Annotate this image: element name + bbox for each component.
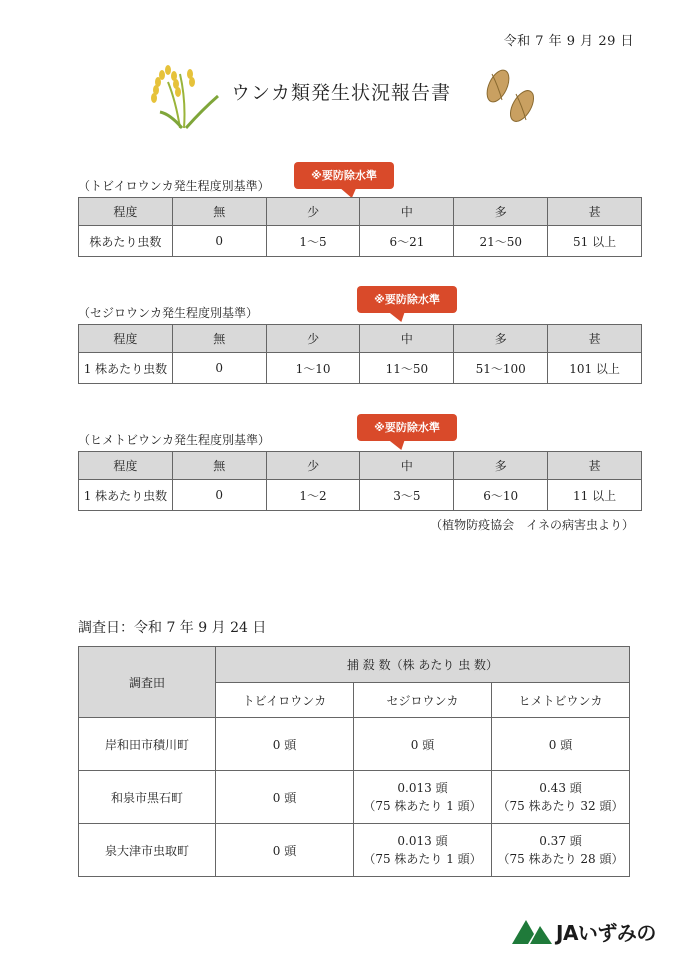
data-cell: 0 — [172, 353, 266, 384]
header-cell: 程度 — [79, 452, 173, 480]
header-cell: 中 — [360, 198, 454, 226]
small-brown-planthopper-criteria-table — [78, 451, 642, 511]
data-cell: 11～50 — [360, 353, 454, 384]
header-cell: 少 — [266, 452, 360, 480]
species-header: ヒメトビウンカ — [492, 683, 630, 718]
data-cell: 101 以上 — [548, 353, 642, 384]
table-caption-small-brown-planthopper: （ヒメトビウンカ発生程度別基準） — [78, 433, 271, 447]
count-value: 0.43 頭 — [539, 781, 582, 795]
header-cell: 程度 — [79, 325, 173, 353]
header-cell: 多 — [454, 325, 548, 353]
field-name: 岸和田市積川町 — [79, 718, 216, 771]
header-cell: 無 — [172, 452, 266, 480]
count-detail: （75 株あたり 1 頭） — [363, 852, 482, 866]
report-date: 令和 7 年 9 月 29 日 — [503, 34, 634, 49]
header-cell: 中 — [360, 325, 454, 353]
document-title: ウンカ類発生状況報告書 — [230, 82, 451, 104]
count-cell — [354, 824, 492, 877]
data-cell: 21～50 — [454, 226, 548, 257]
data-cell: 株あたり虫数 — [79, 226, 173, 257]
count-cell: 0 頭 — [354, 718, 492, 771]
table-row — [79, 824, 630, 877]
count-detail: （75 株あたり 32 頭） — [497, 799, 624, 813]
source-note: （植物防疫協会 イネの病害虫より） — [430, 518, 634, 532]
data-cell: 1～10 — [266, 353, 360, 384]
data-cell: 0 — [172, 226, 266, 257]
data-cell: 3～5 — [360, 480, 454, 511]
data-cell: 6～21 — [360, 226, 454, 257]
data-cell: 51～100 — [454, 353, 548, 384]
control-level-callout: ※要防除水準 — [294, 162, 394, 189]
header-cell: 無 — [172, 325, 266, 353]
data-cell: 51 以上 — [548, 226, 642, 257]
header-cell: 無 — [172, 198, 266, 226]
field-name: 泉大津市虫取町 — [79, 824, 216, 877]
data-cell: 1 株あたり虫数 — [79, 353, 173, 384]
brown-planthopper-criteria-table — [78, 197, 642, 257]
count-value: 0.37 頭 — [539, 834, 582, 848]
count-cell — [354, 771, 492, 824]
count-cell: 0 頭 — [216, 771, 354, 824]
logo-text: JAいずみの — [556, 920, 656, 945]
data-cell: 11 以上 — [548, 480, 642, 511]
ja-mark-icon — [512, 916, 552, 946]
data-cell: 1～2 — [266, 480, 360, 511]
table-row — [79, 771, 630, 824]
count-value: 0.013 頭 — [397, 834, 448, 848]
data-cell: 1 株あたり虫数 — [79, 480, 173, 511]
species-header: セジロウンカ — [354, 683, 492, 718]
header-cell: 甚 — [548, 325, 642, 353]
table-caption-white-backed-planthopper: （セジロウンカ発生程度別基準） — [78, 306, 259, 320]
count-cell: 0 頭 — [492, 718, 630, 771]
header-cell: 甚 — [548, 198, 642, 226]
header-cell: 多 — [454, 452, 548, 480]
capture-count-header: 捕 殺 数（株 あたり 虫 数） — [216, 647, 630, 683]
species-header: トビイロウンカ — [216, 683, 354, 718]
count-value: 0.013 頭 — [397, 781, 448, 795]
table-caption-brown-planthopper: （トビイロウンカ発生程度別基準） — [78, 179, 270, 193]
count-detail: （75 株あたり 28 頭） — [497, 852, 624, 866]
count-cell: 0 頭 — [216, 824, 354, 877]
count-cell: 0 頭 — [216, 718, 354, 771]
header-cell: 少 — [266, 325, 360, 353]
count-detail: （75 株あたり 1 頭） — [363, 799, 482, 813]
count-cell — [492, 771, 630, 824]
rice-seeds-icon — [482, 66, 542, 128]
data-cell: 0 — [172, 480, 266, 511]
header-cell: 中 — [360, 452, 454, 480]
count-cell — [492, 824, 630, 877]
capture-results-table — [78, 646, 630, 877]
data-cell: 1～5 — [266, 226, 360, 257]
header-cell: 甚 — [548, 452, 642, 480]
header-cell: 少 — [266, 198, 360, 226]
white-backed-planthopper-criteria-table — [78, 324, 642, 384]
survey-date: 調査日：令和 7 年 9 月 24 日 — [78, 620, 267, 636]
data-cell: 6～10 — [454, 480, 548, 511]
field-header: 調査田 — [79, 647, 216, 718]
control-level-callout: ※要防除水準 — [357, 414, 457, 441]
table-row — [79, 718, 630, 771]
control-level-callout: ※要防除水準 — [357, 286, 457, 313]
header-cell: 程度 — [79, 198, 173, 226]
field-name: 和泉市黒石町 — [79, 771, 216, 824]
ja-izumino-logo — [512, 916, 656, 946]
header-cell: 多 — [454, 198, 548, 226]
